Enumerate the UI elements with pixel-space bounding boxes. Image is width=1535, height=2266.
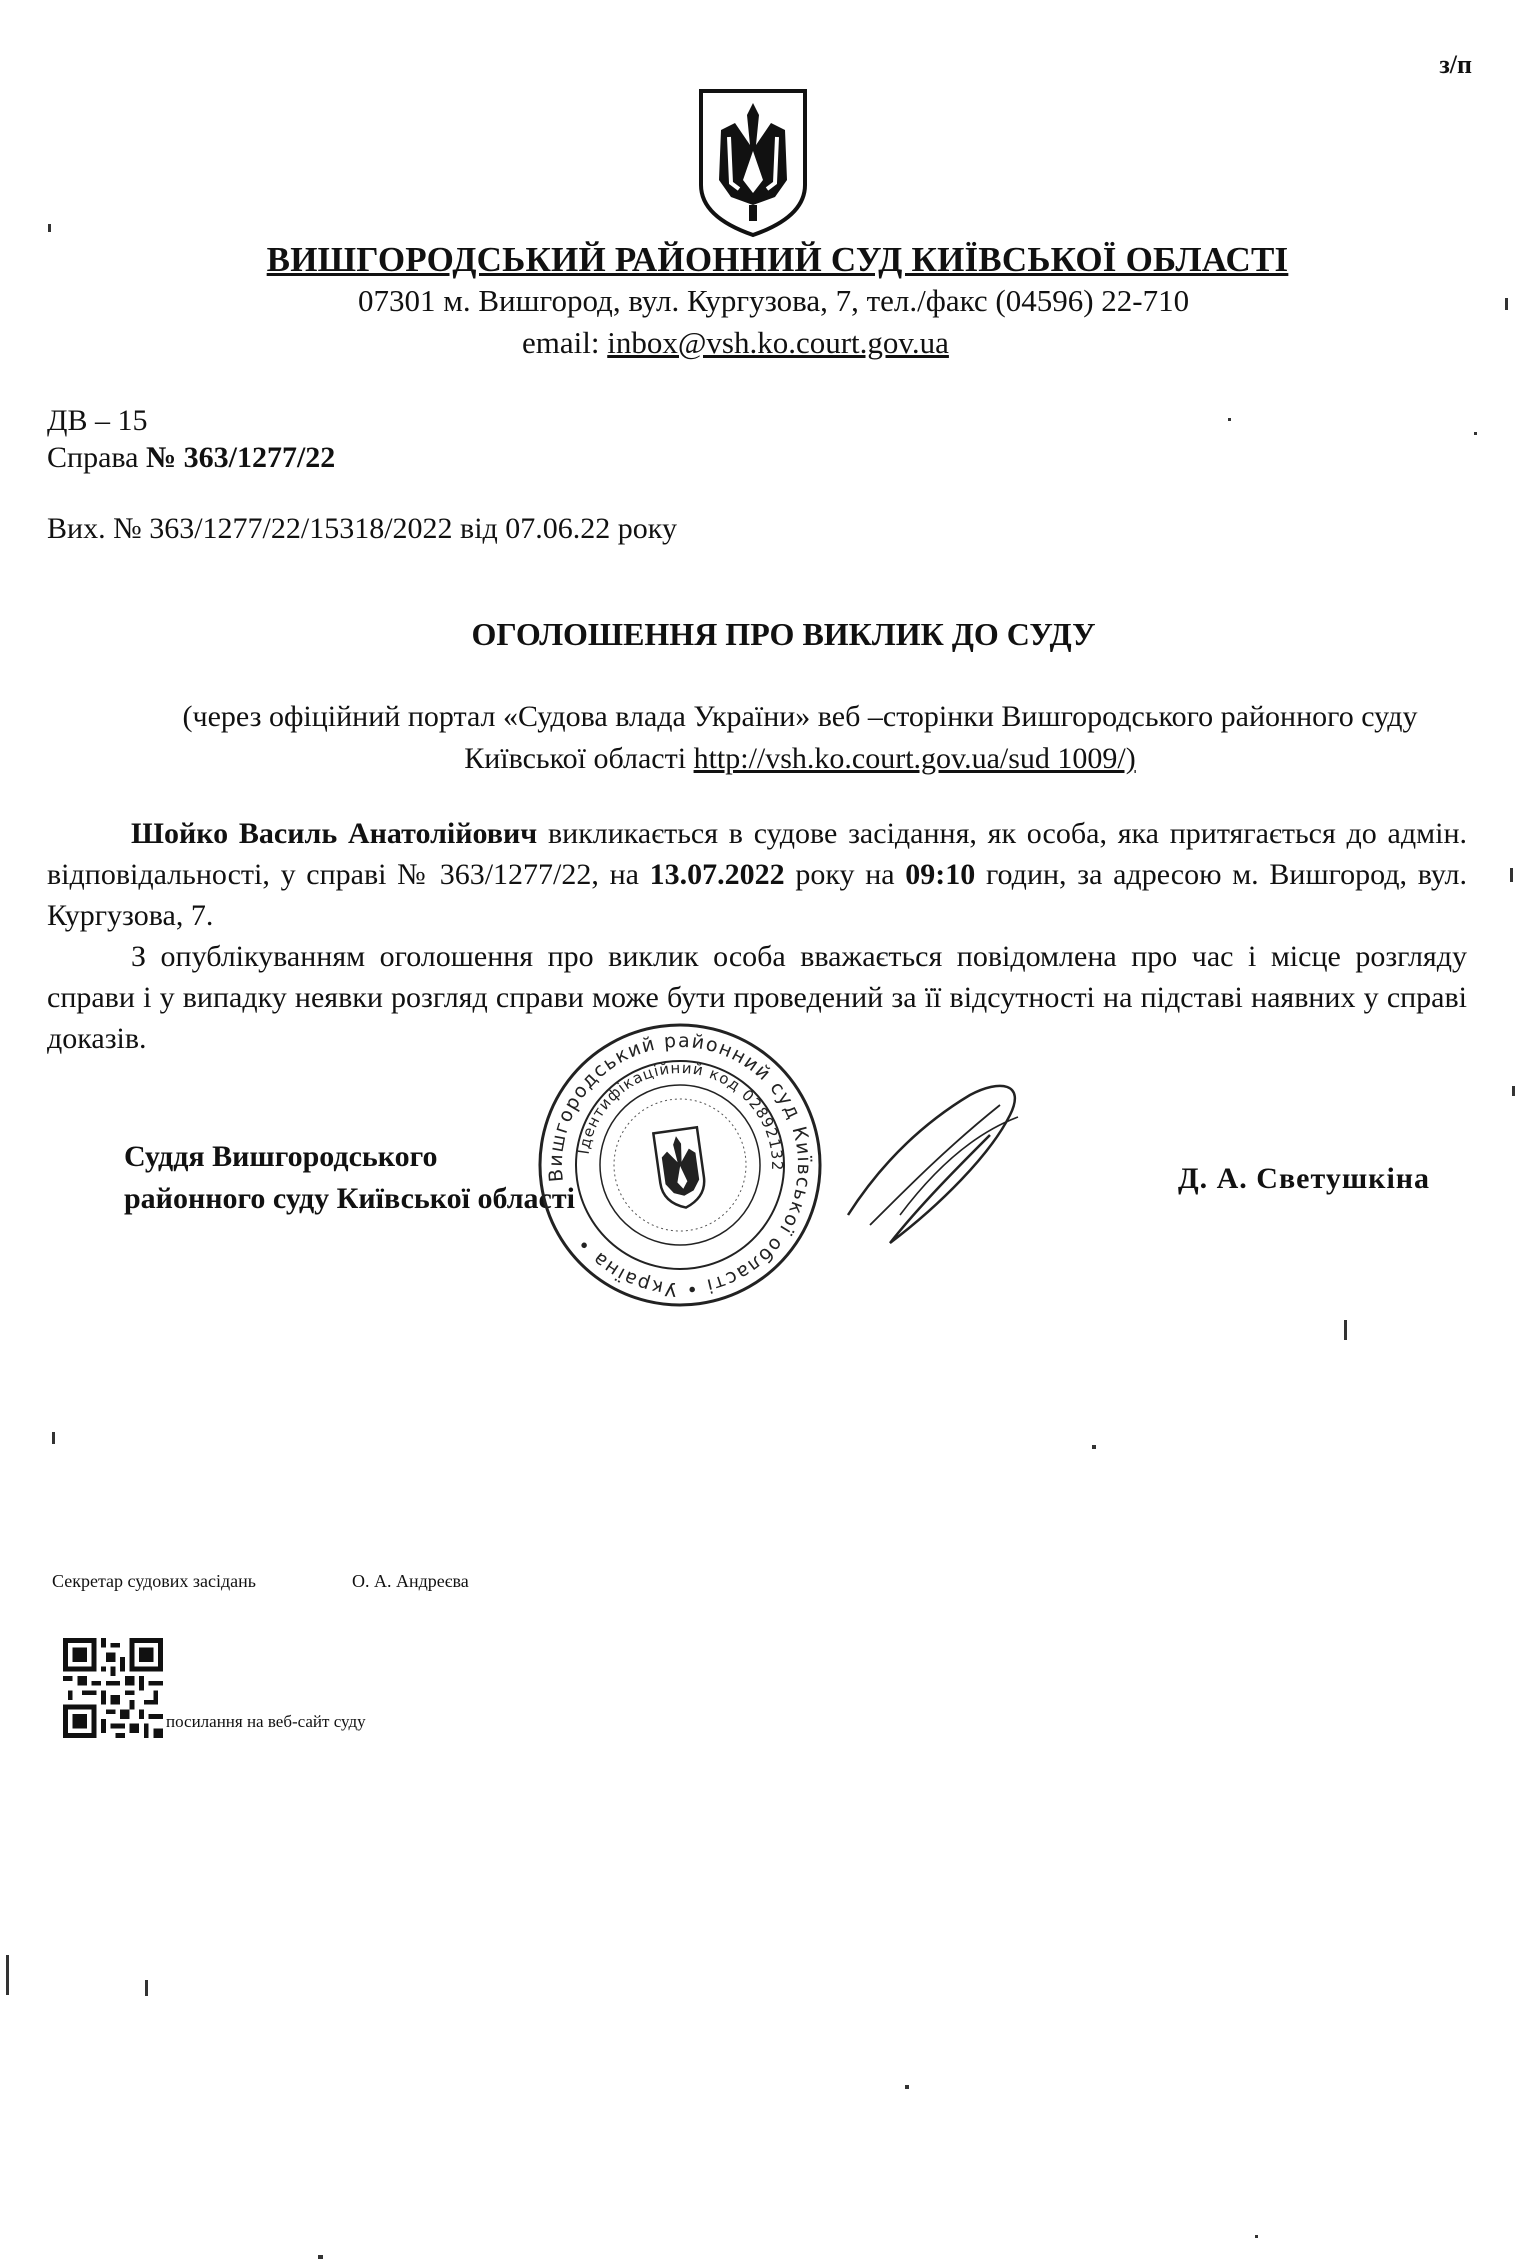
judge-signature [830, 1065, 1030, 1255]
hearing-date: 13.07.2022 [649, 858, 785, 891]
notice-paragraph: З опублікуванням оголошення про виклик особа вважається повідомлена про час і місце розгляду справи і у випадку неявки розгляд справи може бути проведений за її відсутності на підставі наявних у справі доказів. [47, 940, 1467, 1055]
case-number: № 363/1277/22 [145, 441, 336, 474]
judge-title-line1: Суддя Вишгородського [124, 1140, 438, 1173]
publication-note [135, 696, 1465, 780]
document-title: ОГОЛОШЕННЯ ПРО ВИКЛИК ДО СУДУ [471, 616, 1096, 652]
scan-speck [1092, 1445, 1096, 1449]
stamp-inner-text: Ідентифікаційний код 02892132 [574, 1058, 787, 1172]
hearing-time: 09:10 [905, 858, 976, 891]
judge-name: Д. А. Светушкіна [1178, 1162, 1431, 1195]
email-label: email: [522, 325, 600, 360]
scan-speck [905, 2085, 909, 2089]
outgoing-number: Вих. № 363/1277/22/15318/2022 від 07.06.22 року [47, 512, 677, 545]
court-website-link[interactable]: http://vsh.ko.court.gov.ua/sud 1009/) [693, 742, 1136, 775]
dv-reference: ДВ – 15 [47, 404, 148, 437]
scan-speck [6, 1955, 9, 1995]
court-email-line [522, 325, 949, 361]
scan-speck [1344, 1320, 1347, 1340]
summons-paragraph [47, 813, 1467, 936]
summons-text-a: викликається в судове засідання, як особа, яка притягається до адмін. відповідальності, у справі № 363/1277/22, на [47, 817, 1467, 891]
scan-speck [48, 224, 51, 232]
corner-mark: з/п [1439, 50, 1472, 79]
summons-text-c: годин, за адресою м. Вишгород, вул. Кургузова, 7. [47, 858, 1467, 932]
scan-speck [318, 2255, 323, 2259]
coat-of-arms-icon [695, 85, 811, 240]
court-address: 07301 м. Вишгород, вул. Кургузова, 7, тел./факс (04596) 22-710 [358, 283, 1190, 318]
court-stamp [530, 1010, 830, 1320]
case-reference [47, 441, 335, 475]
summons-text-b: року на [784, 858, 906, 891]
person-name: Шойко Василь Анатолійович [131, 817, 538, 850]
case-label: Справа [47, 441, 139, 474]
secretary-role: Секретар судових засідань [52, 1571, 257, 1591]
email-link[interactable]: inbox@vsh.ko.court.gov.ua [607, 325, 949, 360]
scan-speck [1505, 298, 1508, 310]
secretary-name: О. А. Андреєва [352, 1571, 469, 1591]
scan-speck [1474, 432, 1477, 435]
scan-speck [1512, 1086, 1515, 1096]
scan-speck [145, 1980, 148, 1996]
qr-caption: посилання на веб-сайт суду [166, 1712, 366, 1731]
judge-title-line2: районного суду Київської області [124, 1182, 575, 1215]
scan-speck [1510, 868, 1513, 882]
scan-speck [52, 1432, 55, 1444]
stamp-outer-text: Вишгородський районний суд Київської області • Україна • [544, 1029, 816, 1301]
qr-code-icon[interactable] [60, 1638, 166, 1738]
judge-title [124, 1136, 575, 1220]
scan-speck [1228, 418, 1231, 421]
publication-note-text: (через офіційний портал «Судова влада України» веб –сторінки Вишгородського районного суду Київської області [182, 700, 1418, 775]
scan-speck [1255, 2235, 1258, 2238]
court-name: ВИШГОРОДСЬКИЙ РАЙОННИЙ СУД КИЇВСЬКОЇ ОБЛАСТІ [266, 240, 1289, 279]
